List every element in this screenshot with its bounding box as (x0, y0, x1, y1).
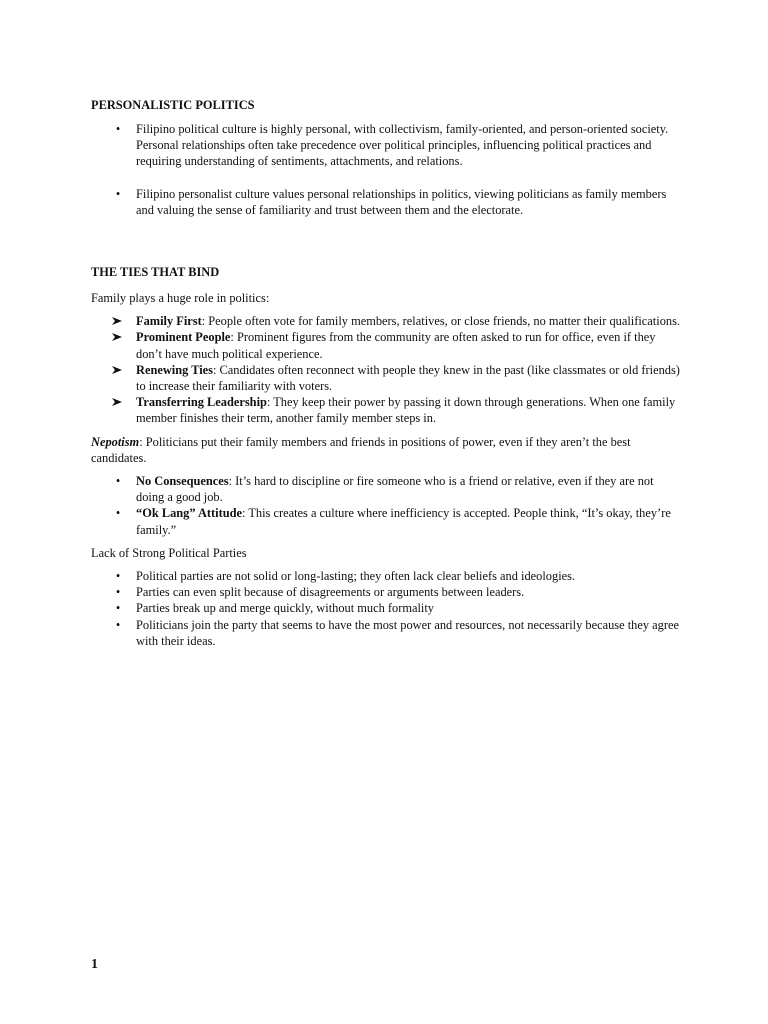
list-item-text: Political parties are not solid or long-lasting; they often lack clear beliefs and ideologies. (136, 569, 576, 584)
bullet-dot-icon (111, 505, 125, 521)
list-item (91, 394, 681, 426)
item-text: : This creates a culture where inefficiency is accepted. People think, “It’s okay, they’re family.” (136, 506, 671, 537)
bullet-dot-icon (111, 568, 125, 584)
arrowhead-bullet-icon (111, 313, 125, 326)
section-spacer (91, 218, 681, 264)
list-item (91, 362, 681, 394)
list-item (91, 473, 681, 505)
nepotism-paragraph (91, 434, 681, 466)
list-item (91, 505, 681, 537)
list-item-text: Politicians join the party that seems to have the most power and resources, not necessarily because they agree with their ideas. (136, 617, 679, 648)
item-text: : Prominent figures from the community are often asked to run for office, even if they don’t have much political experience. (136, 330, 656, 361)
list-item-text: Parties break up and merge quickly, without much formality (136, 601, 434, 616)
bullet-dot-icon (111, 121, 125, 137)
arrowhead-bullet-icon (111, 394, 125, 407)
heading-personalistic-politics: PERSONALISTIC POLITICS (91, 98, 255, 112)
list-item-text: Filipino political culture is highly personal, with collectivism, family-oriented, and person-oriented society. Personal relationships often take precedence over political principles, influencing political practices and requiring understanding of sentiments, attachments, and relations. (136, 122, 669, 169)
arrowhead-bullet-icon (111, 329, 125, 342)
parties-intro-text: Lack of Strong Political Parties (91, 545, 247, 560)
list-item (91, 584, 681, 600)
parties-bullet-list (91, 568, 681, 649)
arrowhead-bullet-icon (111, 362, 125, 375)
item-text: : They keep their power by passing it down through generations. When one family member finishes their term, another family member steps in. (136, 395, 676, 426)
list-item (91, 600, 681, 616)
list-item (91, 186, 681, 218)
bullet-dot-icon (111, 186, 125, 202)
bullet-dot-icon (111, 584, 125, 600)
family-intro-text: Family plays a huge role in politics: (91, 291, 270, 306)
family-arrow-list (91, 313, 681, 426)
bullet-dot-icon (111, 600, 125, 616)
item-text: : People often vote for family members, relatives, or close friends, no matter their qualifications. (201, 314, 681, 329)
bullet-dot-icon (111, 617, 125, 633)
personalistic-bullet-list (91, 121, 681, 218)
list-item-text: Filipino personalist culture values personal relationships in politics, viewing politicians as family members and valuing the sense of familiarity and trust between them and the electorate. (136, 186, 667, 217)
nepotism-text: : Politicians put their family members and friends in positions of power, even if they aren’t the best candidates. (91, 434, 631, 465)
nepotism-term: Nepotism (91, 434, 140, 449)
list-item (91, 313, 681, 329)
item-term: Family First (136, 314, 202, 329)
heading-ties-that-bind: THE TIES THAT BIND (91, 265, 220, 280)
item-term: Transferring Leadership (136, 395, 267, 410)
item-term: No Consequences (136, 474, 229, 489)
list-item (91, 121, 681, 170)
item-term: Renewing Ties (136, 362, 213, 377)
list-item-text: Parties can even split because of disagreements or arguments between leaders. (136, 585, 525, 600)
document-body (91, 97, 681, 649)
item-text: : Candidates often reconnect with people they knew in the past (like classmates or old friends) to increase their familiarity with voters. (136, 362, 680, 394)
bullet-dot-icon (111, 473, 125, 489)
list-item (91, 617, 681, 649)
item-text: : It’s hard to discipline or fire someone who is a friend or relative, even if they are not doing a good job. (136, 474, 654, 505)
item-term: “Ok Lang” Attitude (136, 506, 243, 521)
list-item (91, 568, 681, 584)
nepotism-bullet-list (91, 473, 681, 538)
page-number: 1 (91, 957, 98, 972)
item-term: Prominent People (136, 330, 231, 345)
list-item (91, 329, 681, 361)
